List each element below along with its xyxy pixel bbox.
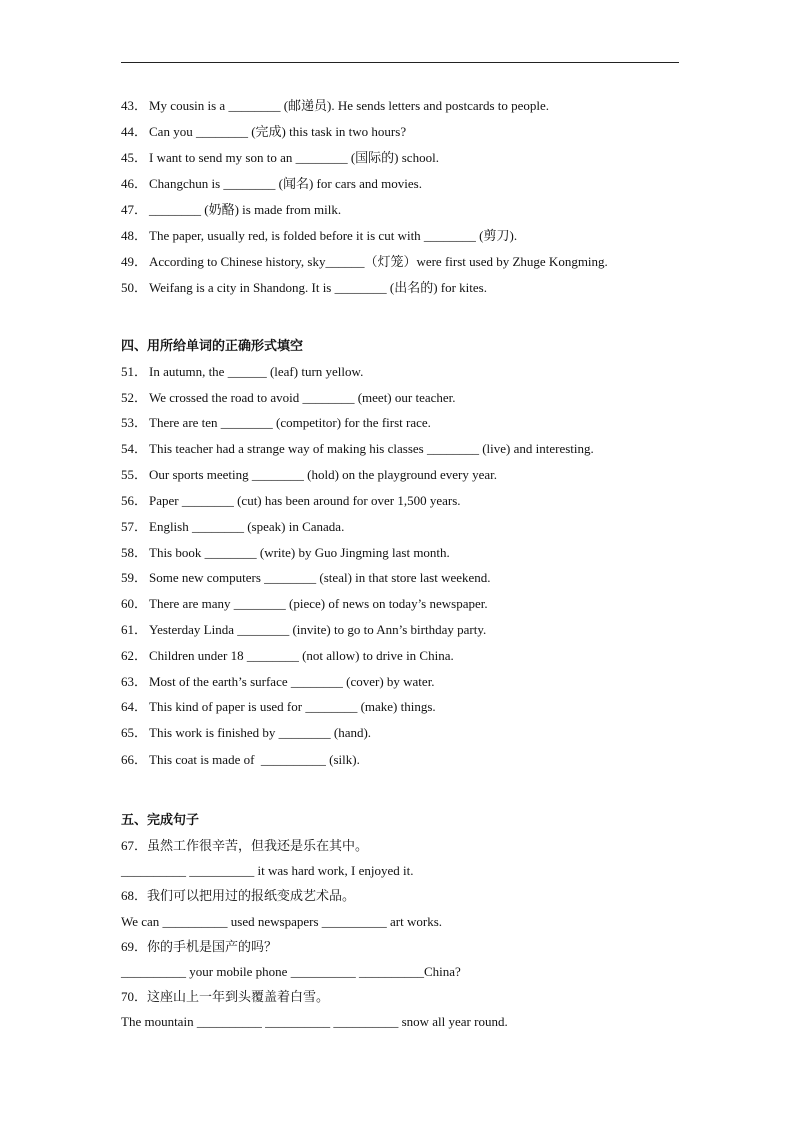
question-55: 55． Our sports meeting ________ (hold) on the playground every year. — [121, 467, 498, 482]
question-54: 54． This teacher had a strange way of making his classes ________ (live) and interesting. — [121, 441, 594, 456]
question-43: 43． My cousin is a ________ (邮递员). He sends letters and postcards to people. — [121, 98, 550, 113]
question-45: 45． I want to send my son to an ________ (国际的) school. — [121, 150, 439, 165]
question-56: 56． Paper ________ (cut) has been around for over 1,500 years. — [121, 493, 461, 508]
section-5-title: 五、完成句子 — [121, 813, 200, 828]
question-57: 57． English ________ (speak) in Canada. — [121, 519, 345, 534]
question-70-prompt: 70．这座山上一年到头覆盖着白雪。 — [121, 989, 330, 1004]
question-49: 49． According to Chinese history, sky______（灯笼）were first used by Zhuge Kongming. — [121, 254, 608, 269]
question-44: 44． Can you ________ (完成) this task in two hours? — [121, 124, 407, 139]
question-68-answer: We can __________ used newspapers __________ art works. — [121, 914, 443, 929]
question-51: 51． In autumn, the ______ (leaf) turn yellow. — [121, 364, 364, 379]
question-67-answer: __________ __________ it was hard work, I enjoyed it. — [121, 863, 414, 878]
question-68-prompt: 68．我们可以把用过的报纸变成艺术品。 — [121, 888, 356, 903]
question-47: 47． ________ (奶酪) is made from milk. — [121, 202, 342, 217]
question-69-prompt: 69．你的手机是国产的吗？ — [121, 939, 278, 954]
question-62: 62． Children under 18 ________ (not allow) to drive in China. — [121, 648, 454, 663]
question-67-prompt: 67．虽然工作很辛苦，但我还是乐在其中。 — [121, 838, 369, 853]
question-63: 63． Most of the earth’s surface ________ (cover) by water. — [121, 674, 435, 689]
question-61: 61． Yesterday Linda ________ (invite) to go to Ann’s birthday party. — [121, 622, 487, 637]
question-53: 53． There are ten ________ (competitor) for the first race. — [121, 415, 431, 430]
section-4-title: 四、用所给单词的正确形式填空 — [121, 339, 304, 354]
question-46: 46． Changchun is ________ (闻名) for cars and movies. — [121, 176, 422, 191]
question-60: 60． There are many ________ (piece) of news on today’s newspaper. — [121, 596, 488, 611]
question-70-answer: The mountain __________ __________ __________ snow all year round. — [121, 1014, 508, 1029]
question-66: 66． This coat is made of __________ (silk). — [121, 752, 360, 767]
question-58: 58． This book ________ (write) by Guo Jingming last month. — [121, 545, 450, 560]
question-50: 50． Weifang is a city in Shandong. It is ________ (出名的) for kites. — [121, 280, 487, 295]
header-rule — [121, 62, 679, 63]
question-65: 65． This work is finished by ________ (hand). — [121, 725, 372, 740]
question-59: 59． Some new computers ________ (steal) in that store last weekend. — [121, 570, 491, 585]
question-52: 52． We crossed the road to avoid ________ (meet) our teacher. — [121, 390, 456, 405]
question-69-answer: __________ your mobile phone __________ __________China? — [121, 964, 461, 979]
question-64: 64． This kind of paper is used for ________ (make) things. — [121, 699, 436, 714]
question-48: 48． The paper, usually red, is folded before it is cut with ________ (剪刀). — [121, 228, 518, 243]
